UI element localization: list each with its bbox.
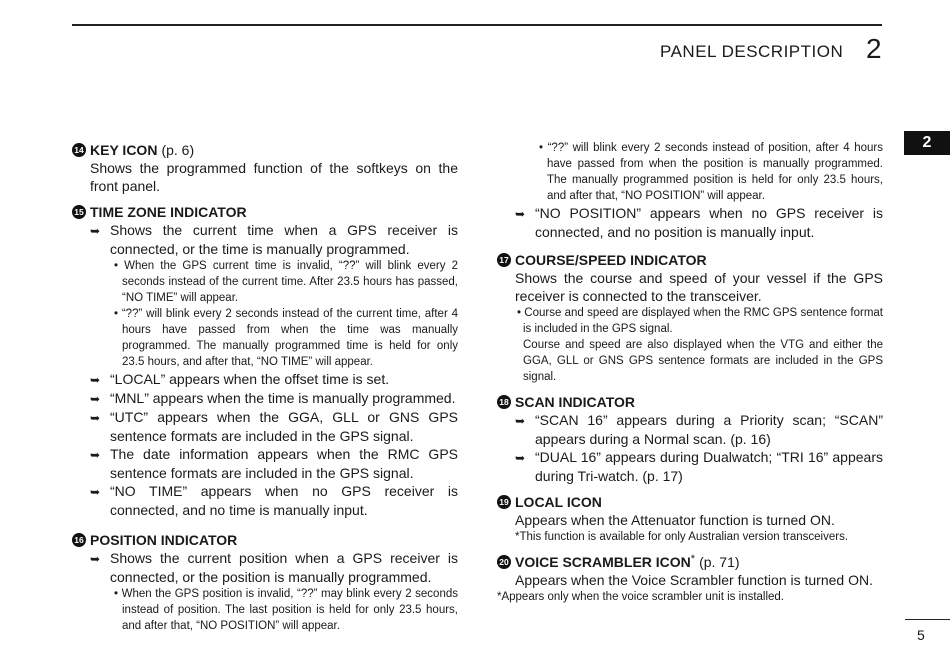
bullet-item: • “??” will blink every 2 seconds instead of the current time, after 4 hours have passed from when the time was manually programmed. The manually programmed time is held for only 23.5 hours, and after that, “NO TIME” will appear. <box>114 308 458 368</box>
arrow-item: ➥ Shows the current position when a GPS receiver is connected, or the position is manually programmed. <box>90 550 458 585</box>
arrow-item: ➥ Shows the current time when a GPS receiver is connected, or the time is manually programmed. <box>90 222 458 257</box>
page-ref: (p. 71) <box>699 554 740 570</box>
heading-text: LOCAL ICON <box>515 494 602 510</box>
note-text: *This function is available for only Australian version transceivers. <box>515 531 849 543</box>
bullet-item: • “??” will blink every 2 seconds instead of position, after 4 hours have passed from when the position is manually programmed. The manually programmed position is held for only 23.5 hours, and after that, “NO POSITION” will appear. <box>539 142 883 202</box>
section-voice-scrambler <box>497 553 883 605</box>
body-text: Shows the course and speed of your vessel if the GPS receiver is connected to the transceiver. <box>515 270 883 304</box>
number-badge: 14 <box>72 143 86 157</box>
heading-text: VOICE SCRAMBLER ICON <box>515 554 691 570</box>
arrow-item: ➥ “NO TIME” appears when no GPS receiver is connected, and no time is manually input. <box>90 483 458 518</box>
heading-text: KEY ICON <box>90 142 158 158</box>
number-badge: 17 <box>497 253 511 267</box>
chapter-tab: 2 <box>904 131 950 155</box>
header-rule <box>72 24 882 26</box>
section-heading <box>72 203 458 221</box>
footer-rule <box>905 619 950 620</box>
body-text: Shows the programmed function of the softkeys on the front panel. <box>90 160 458 194</box>
arrow-item: ➥ “LOCAL” appears when the offset time is set. <box>90 371 390 387</box>
heading-text: COURSE/SPEED INDICATOR <box>515 252 707 268</box>
arrow-item: ➥ “NO POSITION” appears when no GPS receiver is connected, and no position is manually input. <box>515 205 883 240</box>
arrow-item: ➥ The date information appears when the RMC GPS sentence formats are included in the GPS signal. <box>90 446 458 481</box>
section-heading <box>72 531 458 549</box>
arrow-icon: ➥ <box>515 207 526 221</box>
left-column <box>72 141 458 634</box>
section-local-icon <box>497 493 883 545</box>
number-badge: 20 <box>497 555 511 569</box>
right-column <box>497 140 883 605</box>
note-text: Course and speed are also displayed when the VTG and either the GGA, GLL or GNS GPS sentence formats are included in the GPS signal. <box>523 339 883 383</box>
arrow-icon: ➥ <box>90 411 101 425</box>
number-badge: 15 <box>72 205 86 219</box>
section-key-icon <box>72 141 458 195</box>
section-heading <box>497 251 883 269</box>
arrow-item: ➥ “SCAN 16” appears during a Priority scan; “SCAN” appears during a Normal scan. (p. 16) <box>515 412 883 447</box>
arrow-item: ➥ “UTC” appears when the GGA, GLL or GNS GPS sentence formats are included in the GPS signal. <box>90 409 458 444</box>
section-course-speed <box>497 251 883 385</box>
section-heading <box>497 493 883 511</box>
arrow-icon: ➥ <box>90 552 101 566</box>
section-title: PANEL DESCRIPTION <box>660 42 844 61</box>
arrow-icon: ➥ <box>515 451 526 465</box>
arrow-icon: ➥ <box>90 485 101 499</box>
page-number: 5 <box>917 627 925 643</box>
section-heading <box>497 393 883 411</box>
bullet-item: • When the GPS position is invalid, “??” may blink every 2 seconds instead of position. The last position is held for only 23.5 hours, and after that, “NO POSITION” will appear. <box>114 588 458 632</box>
section-position <box>72 531 458 634</box>
chapter-number: 2 <box>866 33 882 64</box>
heading-text: TIME ZONE INDICATOR <box>90 204 247 220</box>
heading-text: SCAN INDICATOR <box>515 394 636 410</box>
bullet-item: • Course and speed are displayed when the RMC GPS sentence format is included in the GPS signal. <box>517 307 883 335</box>
number-badge: 16 <box>72 533 86 547</box>
arrow-icon: ➥ <box>515 414 526 428</box>
body-text: Appears when the Voice Scrambler function is turned ON. <box>515 572 873 588</box>
arrow-item: ➥ “MNL” appears when the time is manually programmed. <box>90 390 456 406</box>
section-heading <box>497 553 883 571</box>
page-ref: (p. 6) <box>161 142 195 158</box>
asterisk-mark: * <box>690 553 696 565</box>
note-text: *Appears only when the voice scrambler unit is installed. <box>497 591 785 603</box>
arrow-icon: ➥ <box>90 392 101 406</box>
arrow-icon: ➥ <box>90 448 101 462</box>
body-text: Appears when the Attenuator function is turned ON. <box>515 512 835 528</box>
arrow-icon: ➥ <box>90 373 101 387</box>
bullet-item: • When the GPS current time is invalid, “??” will blink every 2 seconds instead of the current time. After 23.5 hours has passed, “NO TIME” will appear. <box>114 260 458 304</box>
section-time-zone <box>72 203 458 519</box>
arrow-icon: ➥ <box>90 224 101 238</box>
section-heading <box>72 141 458 159</box>
section-position-continued <box>497 140 883 241</box>
arrow-item: ➥ “DUAL 16” appears during Dualwatch; “TRI 16” appears during Tri-watch. (p. 17) <box>515 449 883 484</box>
number-badge: 18 <box>497 395 511 409</box>
number-badge: 19 <box>497 495 511 509</box>
heading-text: POSITION INDICATOR <box>90 532 238 548</box>
section-scan <box>497 393 883 485</box>
